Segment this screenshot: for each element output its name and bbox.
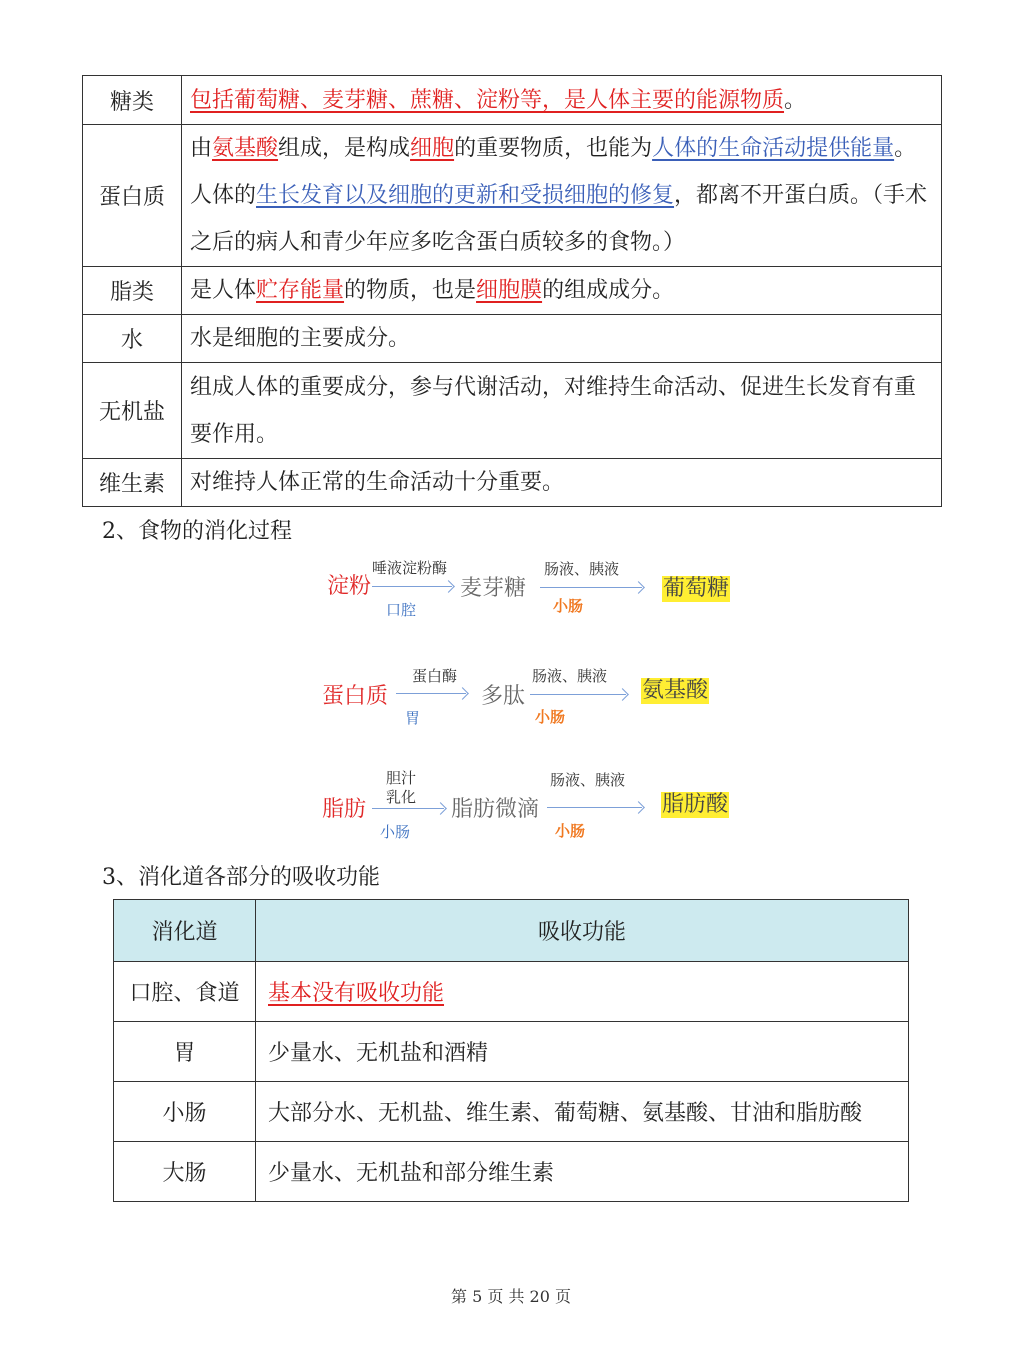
absorption-header-row xyxy=(114,900,909,962)
protein-enzyme-2: 肠液、胰液 xyxy=(532,667,608,685)
description-segment: 对维持人体正常的生命活动十分重要。 xyxy=(190,470,565,495)
starch-organ-1: 口腔 xyxy=(386,601,417,619)
protein-enzyme-1: 蛋白酶 xyxy=(412,667,458,685)
protein-intermediate: 多肽 xyxy=(481,684,526,709)
nutrient-table-body xyxy=(83,76,942,507)
absorption-row xyxy=(114,1022,909,1082)
absorption-function xyxy=(256,1142,909,1202)
fat-enzyme-1a: 胆汁 xyxy=(386,769,417,787)
description-segment: 由 xyxy=(190,136,213,161)
nutrient-row xyxy=(83,459,942,507)
absorption-part: 大肠 xyxy=(114,1142,256,1202)
fat-enzyme-2: 肠液、胰液 xyxy=(550,771,626,789)
starch-enzyme-1: 唾液淀粉酶 xyxy=(372,559,448,577)
description-segment: ，都离不开蛋白质。（手术之后的病人和青少年应多吃含蛋白质较多的食物。） xyxy=(190,183,928,255)
nutrient-row xyxy=(83,363,942,459)
protein-arrow-1 xyxy=(396,693,466,694)
description-segment: 细胞膜 xyxy=(476,278,543,303)
nutrient-name: 蛋白质 xyxy=(83,125,182,267)
starch-source: 淀粉 xyxy=(327,574,372,599)
nutrient-description xyxy=(182,363,942,459)
description-segment: 生长发育以及细胞的更新和受损细胞的修复 xyxy=(256,183,675,208)
absorption-function-text: 少量水、无机盐和酒精 xyxy=(268,1041,489,1066)
page-footer: 第 5 页 共 20 页 xyxy=(451,1287,571,1306)
section-2-title: 2、食物的消化过程 xyxy=(102,519,292,544)
description-segment: 水是细胞的主要成分。 xyxy=(190,326,411,351)
description-segment: 是人体 xyxy=(190,278,257,303)
nutrient-description xyxy=(182,267,942,315)
absorption-function-text: 基本没有吸收功能 xyxy=(268,981,445,1006)
absorption-function xyxy=(256,1082,909,1142)
fat-intermediate: 脂肪微滴 xyxy=(451,797,540,822)
nutrient-name: 无机盐 xyxy=(83,363,182,459)
description-segment: 人体的生命活动提供能量 xyxy=(652,136,895,161)
absorption-header-part: 消化道 xyxy=(114,900,256,962)
absorption-part: 胃 xyxy=(114,1022,256,1082)
nutrient-description xyxy=(182,315,942,363)
absorption-header-function: 吸收功能 xyxy=(256,900,909,962)
description-segment: 组成，是构成 xyxy=(278,136,411,161)
starch-arrow-1 xyxy=(372,586,452,587)
starch-product: 葡萄糖 xyxy=(663,576,730,601)
description-segment: 贮存能量 xyxy=(256,278,345,303)
absorption-table-body xyxy=(114,900,909,1202)
section-3-title: 3、消化道各部分的吸收功能 xyxy=(102,865,380,890)
fat-source: 脂肪 xyxy=(322,797,367,822)
absorption-row xyxy=(114,1142,909,1202)
starch-arrow-2 xyxy=(540,587,642,588)
protein-organ-1: 胃 xyxy=(405,709,421,727)
fat-arrow-2 xyxy=(547,807,642,808)
absorption-part: 小肠 xyxy=(114,1082,256,1142)
nutrient-row xyxy=(83,315,942,363)
protein-source: 蛋白质 xyxy=(322,684,389,709)
nutrient-name: 脂类 xyxy=(83,267,182,315)
protein-organ-2: 小肠 xyxy=(535,708,566,726)
nutrient-description xyxy=(182,459,942,507)
starch-organ-2: 小肠 xyxy=(553,597,584,615)
nutrient-row xyxy=(83,125,942,267)
absorption-part: 口腔、食道 xyxy=(114,962,256,1022)
nutrient-row xyxy=(83,76,942,125)
nutrient-name: 水 xyxy=(83,315,182,363)
nutrient-table xyxy=(82,75,942,507)
fat-product: 脂肪酸 xyxy=(662,792,729,817)
fat-organ-2: 小肠 xyxy=(555,822,586,840)
description-segment: 细胞 xyxy=(410,136,455,161)
description-segment: 氨基酸 xyxy=(212,136,279,161)
absorption-row xyxy=(114,1082,909,1142)
description-segment: 的组成成分。 xyxy=(542,278,675,303)
description-segment: 的物质，也是 xyxy=(344,278,477,303)
description-segment: 的重要物质，也能为 xyxy=(454,136,653,161)
absorption-function xyxy=(256,962,909,1022)
fat-organ-1: 小肠 xyxy=(380,823,411,841)
protein-product: 氨基酸 xyxy=(642,678,709,703)
nutrient-row xyxy=(83,267,942,315)
nutrient-description xyxy=(182,125,942,267)
description-segment: 包括葡萄糖、麦芽糖、蔗糖、淀粉等，是人体主要的能源物质 xyxy=(190,87,785,113)
description-segment: 。 xyxy=(784,87,807,113)
absorption-function-text: 少量水、无机盐和部分维生素 xyxy=(268,1161,555,1186)
nutrient-name: 糖类 xyxy=(83,76,182,125)
description-segment: 。人体的 xyxy=(190,136,917,208)
absorption-table xyxy=(113,899,909,1202)
nutrient-description xyxy=(182,76,942,125)
absorption-function-text: 大部分水、无机盐、维生素、葡萄糖、氨基酸、甘油和脂肪酸 xyxy=(268,1101,863,1126)
starch-enzyme-2: 肠液、胰液 xyxy=(544,560,620,578)
absorption-function xyxy=(256,1022,909,1082)
protein-arrow-2 xyxy=(530,694,626,695)
description-segment: 组成人体的重要成分，参与代谢活动，对维持生命活动、促进生长发育有重要作用。 xyxy=(190,374,917,447)
starch-intermediate: 麦芽糖 xyxy=(460,576,527,601)
fat-enzyme-1b: 乳化 xyxy=(386,788,417,806)
absorption-row xyxy=(114,962,909,1022)
fat-arrow-1 xyxy=(372,808,444,809)
nutrient-name: 维生素 xyxy=(83,459,182,507)
